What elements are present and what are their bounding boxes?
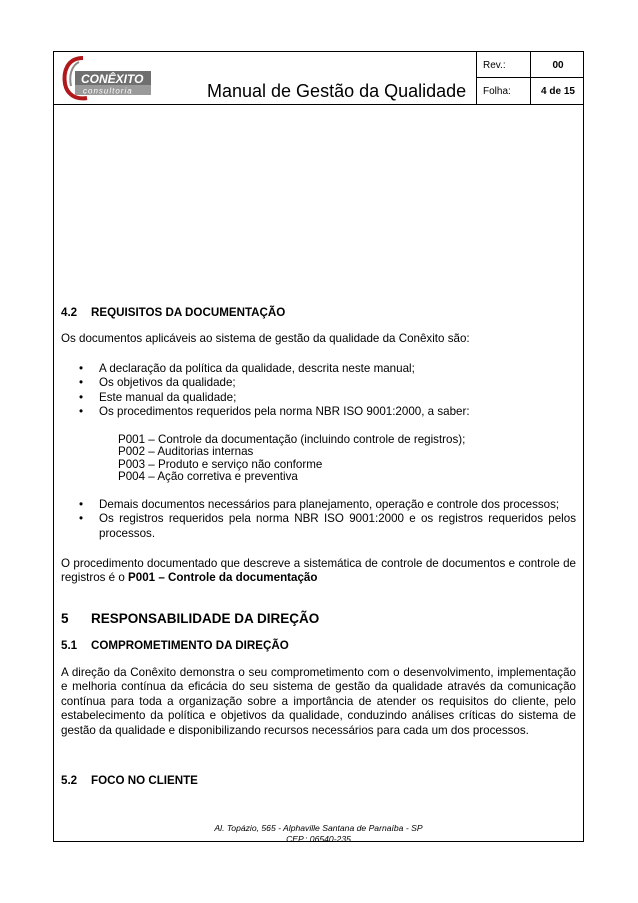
footer-address: Al. Topázio, 565 - Alphaville Santana de Parnaíba - SP xyxy=(214,823,423,833)
conexito-logo xyxy=(61,54,153,102)
section-heading-4-2 xyxy=(61,306,285,319)
procedure-item: P004 – Ação corretiva e preventiva xyxy=(118,470,298,484)
section-number: 5.1 xyxy=(61,639,78,652)
section-number: 4.2 xyxy=(61,306,78,319)
logo-text-bottom: consultoria xyxy=(83,86,133,96)
documents-bullet-list-2 xyxy=(61,498,576,541)
closing-text: O procedimento documentado que descreve a sistemática de controle de documentos e controle de registros é o xyxy=(61,557,576,585)
folha-label: Folha: xyxy=(483,86,511,97)
section-number: 5 xyxy=(61,611,69,626)
procedure-item: P003 – Produto e serviço não conforme xyxy=(118,457,323,471)
list-item: • Demais documentos necessários para planejamento, operação e controle dos processos; xyxy=(79,498,560,511)
section-title: FOCO NO CLIENTE xyxy=(91,774,198,787)
section-4-2-intro: Os documentos aplicáveis ao sistema de gestão da qualidade da Conêxito são: xyxy=(61,332,470,345)
documents-bullet-list xyxy=(61,362,576,420)
footer-cep: CEP.: 06540-235 xyxy=(286,833,351,844)
procedure-item: P001 – Controle da documentação (incluindo controle de registros); xyxy=(118,433,466,446)
section-5-1-body: A direção da Conêxito demonstra o seu comprometimento com o desenvolvimento, implementação e melhoria contínua da eficácia do seu sistema de gestão da qualidade através da comunicação contínua para toda a organização sobre a importância de atender os requisitos do cliente, pelo estabelecimento da política e objetivos da qualidade, conduzindo análises críticas do sistema de gestão da qualidade e disponibilizando recursos necessários para cada um dos processos. xyxy=(61,666,576,737)
section-number: 5.2 xyxy=(61,774,78,787)
section-heading-5-1 xyxy=(61,639,289,652)
procedures-list xyxy=(118,434,465,484)
header-divider xyxy=(476,77,584,78)
rev-value: 00 xyxy=(552,60,564,71)
document-header xyxy=(53,51,584,105)
list-item: • A declaração da política da qualidade, descrita neste manual; xyxy=(79,362,415,375)
section-heading-5-2 xyxy=(61,774,198,787)
page-footer xyxy=(53,823,584,844)
section-title: RESPONSABILIDADE DA DIREÇÃO xyxy=(91,611,320,626)
rev-label: Rev.: xyxy=(483,60,506,71)
document-title: Manual de Gestão da Qualidade xyxy=(207,81,467,101)
folha-value: 4 de 15 xyxy=(541,86,575,97)
section-4-2-closing xyxy=(61,557,576,586)
section-title: REQUISITOS DA DOCUMENTAÇÃO xyxy=(91,306,286,319)
list-item: • Os objetivos da qualidade; xyxy=(79,376,236,390)
section-title: COMPROMETIMENTO DA DIREÇÃO xyxy=(91,639,289,652)
logo-text-top: CONÊXITO xyxy=(81,72,144,86)
list-item: • Os registros requeridos pela norma NBR ISO 9001:2000 e os registros requeridos pelos processos. xyxy=(79,512,576,540)
section-heading-5 xyxy=(61,611,319,626)
closing-bold-reference: P001 – Controle da documentação xyxy=(128,571,318,585)
list-item: • Os procedimentos requeridos pela norma NBR ISO 9001:2000, a saber: xyxy=(79,405,470,419)
procedure-item: P002 – Auditorias internas xyxy=(118,445,254,459)
list-item: • Este manual da qualidade; xyxy=(79,390,237,404)
